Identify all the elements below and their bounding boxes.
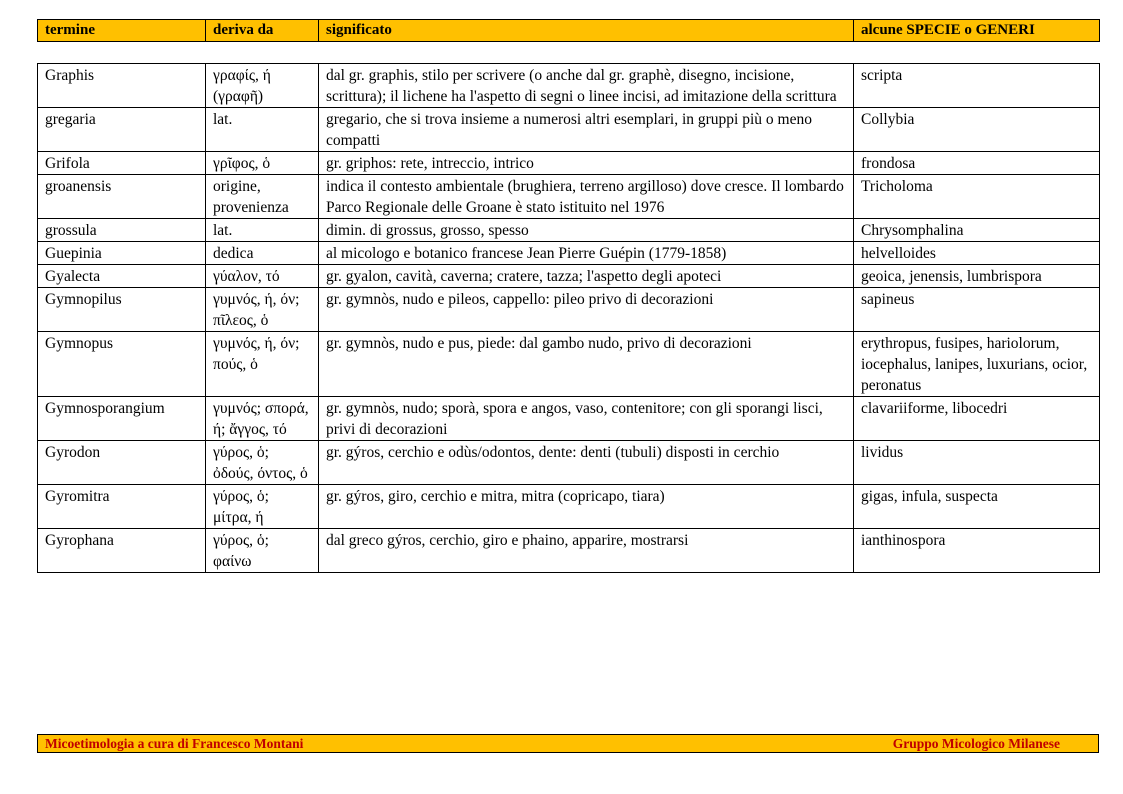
cell-significato: al micologo e botanico francese Jean Pierre Guépin (1779-1858) — [319, 242, 854, 265]
cell-termine: Gyalecta — [38, 265, 206, 288]
cell-significato: gr. gýros, cerchio e odùs/odontos, dente: denti (tubuli) disposti in cerchio — [319, 441, 854, 485]
cell-termine: Gyrophana — [38, 529, 206, 573]
table-row — [38, 288, 1100, 332]
table-row — [38, 175, 1100, 219]
cell-termine: Guepinia — [38, 242, 206, 265]
cell-specie: Collybia — [854, 108, 1100, 152]
table-row — [38, 397, 1100, 441]
header-specie-generi: alcune SPECIE o GENERI — [854, 20, 1100, 42]
cell-specie: gigas, infula, suspecta — [854, 485, 1100, 529]
cell-deriva-da: γραφίς, ή (γραφῆ) — [206, 64, 319, 108]
table-row — [38, 265, 1100, 288]
cell-significato: gr. gyalon, cavità, caverna; cratere, tazza; l'aspetto degli apoteci — [319, 265, 854, 288]
cell-deriva-da: γύρος, ὁ; μίτρα, ή — [206, 485, 319, 529]
glossary-table — [37, 63, 1100, 573]
cell-significato: dal gr. graphis, stilo per scrivere (o anche dal gr. graphè, disegno, incisione, scrittura); il lichene ha l'aspetto di segni o linee incisi, ad imitazione della scrittura — [319, 64, 854, 108]
cell-specie: geoica, jenensis, lumbrispora — [854, 265, 1100, 288]
header-deriva-da: deriva da — [206, 20, 319, 42]
cell-significato: dal greco gýros, cerchio, giro e phaino, apparire, mostrarsi — [319, 529, 854, 573]
cell-specie: sapineus — [854, 288, 1100, 332]
cell-significato: indica il contesto ambientale (brughiera, terreno argilloso) dove cresce. Il lombardo Parco Regionale delle Groane è stato istituito nel 1976 — [319, 175, 854, 219]
cell-specie: clavariiforme, libocedri — [854, 397, 1100, 441]
cell-deriva-da: lat. — [206, 219, 319, 242]
column-header-bar — [37, 19, 1100, 42]
cell-termine: grossula — [38, 219, 206, 242]
cell-significato: gr. gymnòs, nudo e pus, piede: dal gambo nudo, privo di decorazioni — [319, 332, 854, 397]
cell-specie: ianthinospora — [854, 529, 1100, 573]
cell-specie: Tricholoma — [854, 175, 1100, 219]
cell-specie: frondosa — [854, 152, 1100, 175]
table-row — [38, 332, 1100, 397]
cell-deriva-da: dedica — [206, 242, 319, 265]
cell-significato: dimin. di grossus, grosso, spesso — [319, 219, 854, 242]
cell-deriva-da: γρῖφος, ὁ — [206, 152, 319, 175]
cell-termine: Gymnosporangium — [38, 397, 206, 441]
cell-specie: lividus — [854, 441, 1100, 485]
cell-termine: gregaria — [38, 108, 206, 152]
header-termine: termine — [38, 20, 206, 42]
cell-deriva-da: γύρος, ὁ; ὀδούς, όντος, ὁ — [206, 441, 319, 485]
cell-significato: gr. gymnòs, nudo; sporà, spora e angos, vaso, contenitore; con gli sporangi lisci, privi di decorazioni — [319, 397, 854, 441]
table-row — [38, 152, 1100, 175]
table-row — [38, 529, 1100, 573]
cell-significato: gregario, che si trova insieme a numerosi altri esemplari, in gruppi più o meno compatti — [319, 108, 854, 152]
cell-termine: Gymnopus — [38, 332, 206, 397]
cell-deriva-da: lat. — [206, 108, 319, 152]
cell-deriva-da: γύαλον, τό — [206, 265, 319, 288]
cell-specie: scripta — [854, 64, 1100, 108]
cell-specie: helvelloides — [854, 242, 1100, 265]
cell-termine: Gyrodon — [38, 441, 206, 485]
header-significato: significato — [319, 20, 854, 42]
cell-specie: Chrysomphalina — [854, 219, 1100, 242]
cell-termine: Gymnopilus — [38, 288, 206, 332]
cell-termine: Gyromitra — [38, 485, 206, 529]
cell-deriva-da: γύρος, ὁ; φαίνω — [206, 529, 319, 573]
table-row — [38, 219, 1100, 242]
cell-termine: Grifola — [38, 152, 206, 175]
table-row — [38, 485, 1100, 529]
table-row — [38, 108, 1100, 152]
table-row — [38, 64, 1100, 108]
table-row — [38, 242, 1100, 265]
cell-specie: erythropus, fusipes, hariolorum, iocephalus, lanipes, luxurians, ocior, peronatus — [854, 332, 1100, 397]
cell-deriva-da: γυμνός; σπορά, ή; ἄγγος, τό — [206, 397, 319, 441]
cell-termine: Graphis — [38, 64, 206, 108]
footer-author: Micoetimologia a cura di Francesco Montani — [45, 736, 304, 751]
cell-significato: gr. gýros, giro, cerchio e mitra, mitra (copricapo, tiara) — [319, 485, 854, 529]
footer-group: Gruppo Micologico Milanese — [892, 736, 1060, 751]
cell-significato: gr. griphos: rete, intreccio, intrico — [319, 152, 854, 175]
table-row — [38, 441, 1100, 485]
footer-bar — [37, 734, 1099, 753]
cell-deriva-da: origine, provenienza — [206, 175, 319, 219]
cell-deriva-da: γυμνός, ή, όν; πῖλεος, ὁ — [206, 288, 319, 332]
cell-significato: gr. gymnòs, nudo e pileos, cappello: pileo privo di decorazioni — [319, 288, 854, 332]
cell-deriva-da: γυμνός, ή, όν; πούς, ὁ — [206, 332, 319, 397]
cell-termine: groanensis — [38, 175, 206, 219]
